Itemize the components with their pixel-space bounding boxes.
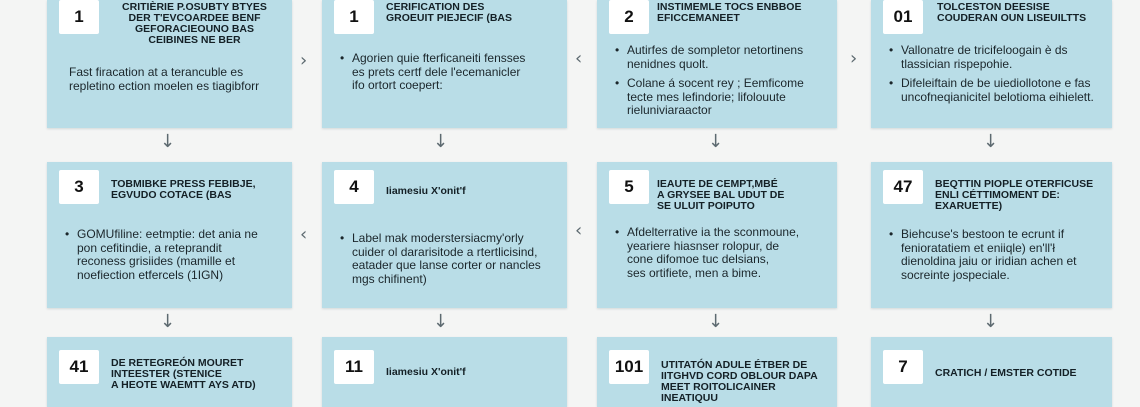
step-bullet: • Colane á socent rey ; Eemficome tecte mes lefindorie; lifolouute rieluniviaraactor	[615, 77, 825, 118]
step-title: CRITIÈRIE P.OSUBTY BTYES DER T'EVCOARDEE BENF GEFORACIEOUNO BAS CEIBINES NE BER	[122, 1, 267, 46]
step-title: UTITATÓN ADULE ÉTBER DE IITGHVD CORD OBLOUR DAPA MEET ROITOLICAINER INEATIQUU	[661, 359, 818, 404]
step-title: INSTIMEMLE TOCS ENBBOE EFICCEMANEET	[657, 1, 802, 24]
step-number-badge: 11	[334, 350, 374, 384]
step-number-badge: 2	[609, 0, 649, 34]
step-card-1	[47, 0, 292, 128]
arrow-down-icon: ↓	[433, 131, 449, 152]
step-title: CRATICH / EMSTER COTIDE	[935, 367, 1077, 379]
arrow-down-icon: ↓	[160, 311, 176, 332]
step-number-badge: 1	[59, 0, 99, 34]
step-number-badge: 01	[883, 0, 923, 34]
step-card-12	[871, 337, 1112, 407]
step-bullets	[889, 228, 1100, 288]
step-number-badge: 101	[609, 350, 649, 384]
step-title: BEQTTIN PIOPLE OTERFICUSE ENLI CÉTTIMOMENT DE: EXARUETTE)	[935, 178, 1094, 212]
arrow-down-icon: ↓	[983, 311, 999, 332]
step-bullet: • Autirfes de sompletor netortinens nenidnes quolt.	[615, 44, 825, 71]
arrow-down-icon: ↓	[983, 131, 999, 152]
step-card-3	[597, 0, 837, 128]
step-number-badge: 4	[334, 170, 374, 204]
step-bullet: Fast firacation at a terancuble es repletino ection moelen es tiagibforr	[69, 65, 260, 93]
step-bullets	[340, 232, 555, 292]
step-bullet: • Label mak moderstersiacmy'orly cuider ol dararisitode a rtertlicisind, eatader que lanse corter or nancles mgs chifinent)	[340, 232, 555, 286]
step-number-badge: 7	[883, 350, 923, 384]
step-bullet: • Difeleiftain de be uiediollotone e fas uncofneqianicitel belotioma eihielett.	[889, 77, 1100, 104]
step-bullets	[615, 226, 825, 286]
arrow-left-icon: ‹	[575, 48, 583, 69]
step-bullet: • Afdelterrative ia the sconmoune, yeariere hiasnser rolopur, de cone difomoe tuc delsians, ses ortifiete, men a bime.	[615, 226, 825, 280]
step-card-6	[322, 162, 567, 308]
step-card-8	[871, 162, 1112, 308]
step-card-9	[47, 337, 292, 407]
arrow-down-icon: ↓	[433, 311, 449, 332]
step-card-11	[597, 337, 837, 407]
step-card-7	[597, 162, 837, 308]
step-number-badge: 5	[609, 170, 649, 204]
step-number-badge: 1	[334, 0, 374, 34]
step-bullet: • GOMUfiline: eetmptie: det ania ne pon cefitindie, a reteprandit reconess grisiides (mamille et noefiection etfercels (1IGN)	[65, 228, 280, 282]
step-bullets	[615, 44, 825, 124]
step-bullets	[340, 52, 555, 99]
arrow-left-icon: ‹	[300, 224, 308, 245]
step-bullet: • Biehcuse's bestoon te ecrunt if fenioratatiem et eniiqle) en'll'ł dienoldina jaiu or iridian achen et socreinte jospeciale.	[889, 228, 1100, 282]
arrow-left-icon: ‹	[575, 220, 583, 241]
arrow-down-icon: ↓	[160, 131, 176, 152]
step-title: Iiamesiu X'onit'f	[386, 185, 466, 197]
step-bullets	[69, 66, 280, 99]
arrow-right-icon: ›	[300, 50, 308, 71]
step-number-badge: 41	[59, 350, 99, 384]
arrow-down-icon: ↓	[708, 131, 724, 152]
step-title: TOBMIBKE PRESS FEBIBJE, EGVUDO COTACE (BAS	[111, 178, 256, 201]
step-title: IEAUTE DE CEMPT,MBÉ A GRYSEE BAL UDUT DE SE ULUIT POIPUTO	[657, 178, 785, 212]
step-card-4	[871, 0, 1112, 128]
arrow-right-icon: ›	[850, 48, 858, 69]
step-bullet: • Agorien quie fterficaneiti fensses es prets certf dele l'ecemanicler ifo ortort coepert:	[340, 52, 555, 93]
step-title: CERIFICATION DES GROEUIT PIEJECIF (BAS	[386, 1, 513, 24]
step-card-2	[322, 0, 567, 128]
step-bullets	[889, 44, 1100, 110]
arrow-down-icon: ↓	[708, 311, 724, 332]
step-bullet: • Vallonatre de tricifeloogain è ds tlassician rispepohie.	[889, 44, 1100, 71]
step-card-10	[322, 337, 567, 407]
step-number-badge: 3	[59, 170, 99, 204]
step-title: DE RETEGREÓN MOURET INTEESTER (STENICE A HEOTE WAEMTT AYS ATD)	[111, 357, 256, 391]
step-title: TOLCESTON DEESISE COUDERAN OUN LISEUILTTS	[937, 1, 1087, 24]
step-bullets	[65, 228, 280, 288]
step-card-5	[47, 162, 292, 308]
step-title: Iiamesiu X'onit'f	[386, 366, 466, 378]
step-number-badge: 47	[883, 170, 923, 204]
